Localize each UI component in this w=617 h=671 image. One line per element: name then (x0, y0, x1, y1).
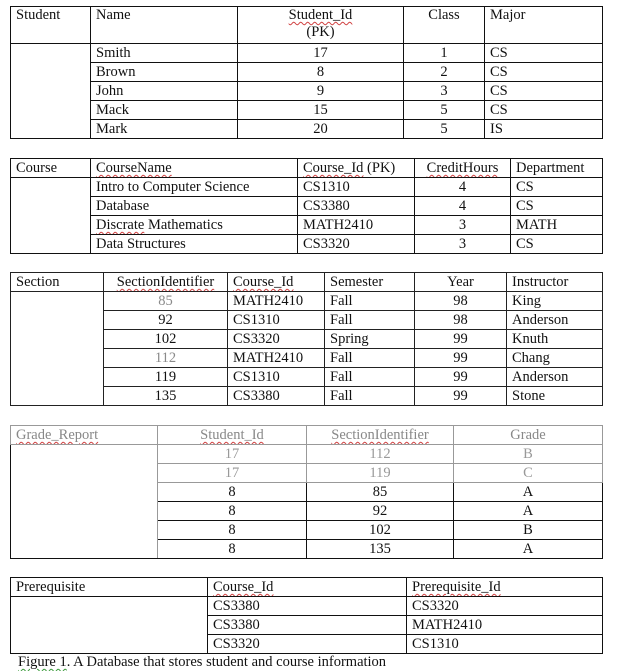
cell-instructor: Knuth (507, 330, 603, 349)
table-header-row (11, 7, 603, 44)
cell-course-id: CS1310 (228, 311, 325, 330)
cell-instructor: Anderson (507, 368, 603, 387)
table-row (11, 44, 603, 63)
table-row (11, 445, 603, 464)
cell-student-id: 17 (238, 44, 404, 63)
table-row (11, 292, 603, 311)
column-header-course-name: CourseName (91, 159, 298, 178)
cell-class: 1 (404, 44, 485, 63)
cell-section-identifier: 112 (104, 349, 228, 368)
table-row (11, 82, 603, 101)
cell-student-id: 8 (158, 540, 307, 559)
cell-year: 99 (415, 349, 507, 368)
column-header-department: Department (511, 159, 603, 178)
table-row (11, 178, 603, 197)
cell-section-identifier: 85 (104, 292, 228, 311)
column-header-grade: Grade (454, 426, 603, 445)
cell-year: 99 (415, 368, 507, 387)
cell-student-id: 8 (238, 63, 404, 82)
column-header-student-id: Student_Id (PK) (238, 7, 404, 44)
table-header-row (11, 273, 603, 292)
cell-course-id: CS3320 (298, 235, 415, 254)
cell-class: 3 (404, 82, 485, 101)
cell-prerequisite-id: CS1310 (407, 635, 603, 654)
table-row (11, 63, 603, 82)
table-label: Course (11, 159, 91, 178)
cell-year: 98 (415, 292, 507, 311)
cell-course-id: MATH2410 (228, 349, 325, 368)
cell-grade: B (454, 521, 603, 540)
cell-major: CS (485, 44, 603, 63)
cell-course-name: Database (91, 197, 298, 216)
cell-prerequisite-id: MATH2410 (407, 616, 603, 635)
cell-year: 99 (415, 330, 507, 349)
cell-name: John (91, 82, 238, 101)
cell-instructor: Anderson (507, 311, 603, 330)
cell-major: CS (485, 101, 603, 120)
column-header-course-id: Course_Id (PK) (298, 159, 415, 178)
cell-course-id: CS3380 (208, 597, 407, 616)
cell-credit-hours: 3 (415, 216, 511, 235)
cell-grade: A (454, 502, 603, 521)
cell-grade: B (454, 445, 603, 464)
cell-course-name: Discrate Mathematics (91, 216, 298, 235)
cell-grade: A (454, 540, 603, 559)
cell-section-identifier: 102 (104, 330, 228, 349)
cell-year: 99 (415, 387, 507, 406)
cell-student-id: 8 (158, 483, 307, 502)
prerequisite-table (10, 577, 603, 654)
cell-student-id: 9 (238, 82, 404, 101)
cell-prerequisite-id: CS3320 (407, 597, 603, 616)
cell-instructor: Chang (507, 349, 603, 368)
label-spacer (11, 44, 91, 139)
column-header-credit-hours: CreditHours (415, 159, 511, 178)
course-table (10, 158, 603, 254)
cell-section-identifier: 92 (307, 502, 454, 521)
table-row (11, 235, 603, 254)
cell-course-id: MATH2410 (228, 292, 325, 311)
cell-major: CS (485, 63, 603, 82)
cell-grade: A (454, 483, 603, 502)
column-header-course-id: Course_Id (208, 578, 407, 597)
cell-instructor: King (507, 292, 603, 311)
column-header-class: Class (404, 7, 485, 44)
cell-semester: Spring (325, 330, 415, 349)
column-header-instructor: Instructor (507, 273, 603, 292)
cell-semester: Fall (325, 292, 415, 311)
section-table (10, 272, 603, 406)
cell-course-id: CS3320 (228, 330, 325, 349)
cell-student-id: 8 (158, 502, 307, 521)
label-spacer (11, 178, 91, 254)
cell-class: 5 (404, 120, 485, 139)
cell-course-id: MATH2410 (298, 216, 415, 235)
cell-grade: C (454, 464, 603, 483)
caption-text: . A Database that stores student and course information (66, 654, 387, 670)
figure-label: Figure 1 (18, 654, 67, 670)
cell-section-identifier: 135 (104, 387, 228, 406)
cell-department: CS (511, 178, 603, 197)
cell-semester: Fall (325, 311, 415, 330)
cell-student-id: 17 (158, 445, 307, 464)
table-label: Student (11, 7, 91, 44)
column-header-major: Major (485, 7, 603, 44)
cell-course-id: CS3380 (298, 197, 415, 216)
table-label: Prerequisite (11, 578, 208, 597)
cell-credit-hours: 4 (415, 197, 511, 216)
cell-course-name: Data Structures (91, 235, 298, 254)
cell-major: IS (485, 120, 603, 139)
column-header-section-identifier: SectionIdentifier (104, 273, 228, 292)
label-spacer (11, 292, 104, 406)
cell-semester: Fall (325, 387, 415, 406)
table-header-row (11, 578, 603, 597)
cell-section-identifier: 135 (307, 540, 454, 559)
cell-course-id: CS3380 (228, 387, 325, 406)
cell-student-id: 15 (238, 101, 404, 120)
cell-section-identifier: 102 (307, 521, 454, 540)
cell-section-identifier: 119 (307, 464, 454, 483)
column-header-year: Year (415, 273, 507, 292)
table-label: Section (11, 273, 104, 292)
cell-section-identifier: 92 (104, 311, 228, 330)
cell-instructor: Stone (507, 387, 603, 406)
cell-student-id: 8 (158, 521, 307, 540)
column-header-course-id: Course_Id (228, 273, 325, 292)
table-row (11, 120, 603, 139)
table-row (11, 197, 603, 216)
cell-major: CS (485, 82, 603, 101)
cell-name: Mark (91, 120, 238, 139)
cell-year: 98 (415, 311, 507, 330)
cell-course-id: CS1310 (228, 368, 325, 387)
figure-caption (18, 653, 386, 671)
table-label: Grade_Report (11, 426, 158, 445)
column-header-prerequisite-id: Prerequisite_Id (407, 578, 603, 597)
cell-credit-hours: 4 (415, 178, 511, 197)
cell-credit-hours: 3 (415, 235, 511, 254)
cell-course-id: CS3380 (208, 616, 407, 635)
cell-course-id: CS3320 (208, 635, 407, 654)
cell-department: CS (511, 235, 603, 254)
table-row (11, 216, 603, 235)
table-header-row (11, 159, 603, 178)
label-spacer (11, 445, 158, 559)
column-header-student-id: Student_Id (158, 426, 307, 445)
student-table (10, 6, 603, 139)
cell-name: Mack (91, 101, 238, 120)
column-header-section-identifier: SectionIdentifier (307, 426, 454, 445)
table-header-row (11, 426, 603, 445)
label-spacer (11, 597, 208, 654)
grade-report-table (10, 425, 603, 559)
cell-name: Brown (91, 63, 238, 82)
cell-student-id: 17 (158, 464, 307, 483)
cell-semester: Fall (325, 349, 415, 368)
cell-section-identifier: 112 (307, 445, 454, 464)
cell-semester: Fall (325, 368, 415, 387)
cell-name: Smith (91, 44, 238, 63)
cell-class: 2 (404, 63, 485, 82)
cell-class: 5 (404, 101, 485, 120)
cell-section-identifier: 119 (104, 368, 228, 387)
cell-department: CS (511, 197, 603, 216)
table-row (11, 597, 603, 616)
table-row (11, 101, 603, 120)
column-header-semester: Semester (325, 273, 415, 292)
cell-department: MATH (511, 216, 603, 235)
cell-student-id: 20 (238, 120, 404, 139)
cell-course-id: CS1310 (298, 178, 415, 197)
cell-course-name: Intro to Computer Science (91, 178, 298, 197)
column-header-name: Name (91, 7, 238, 44)
cell-section-identifier: 85 (307, 483, 454, 502)
